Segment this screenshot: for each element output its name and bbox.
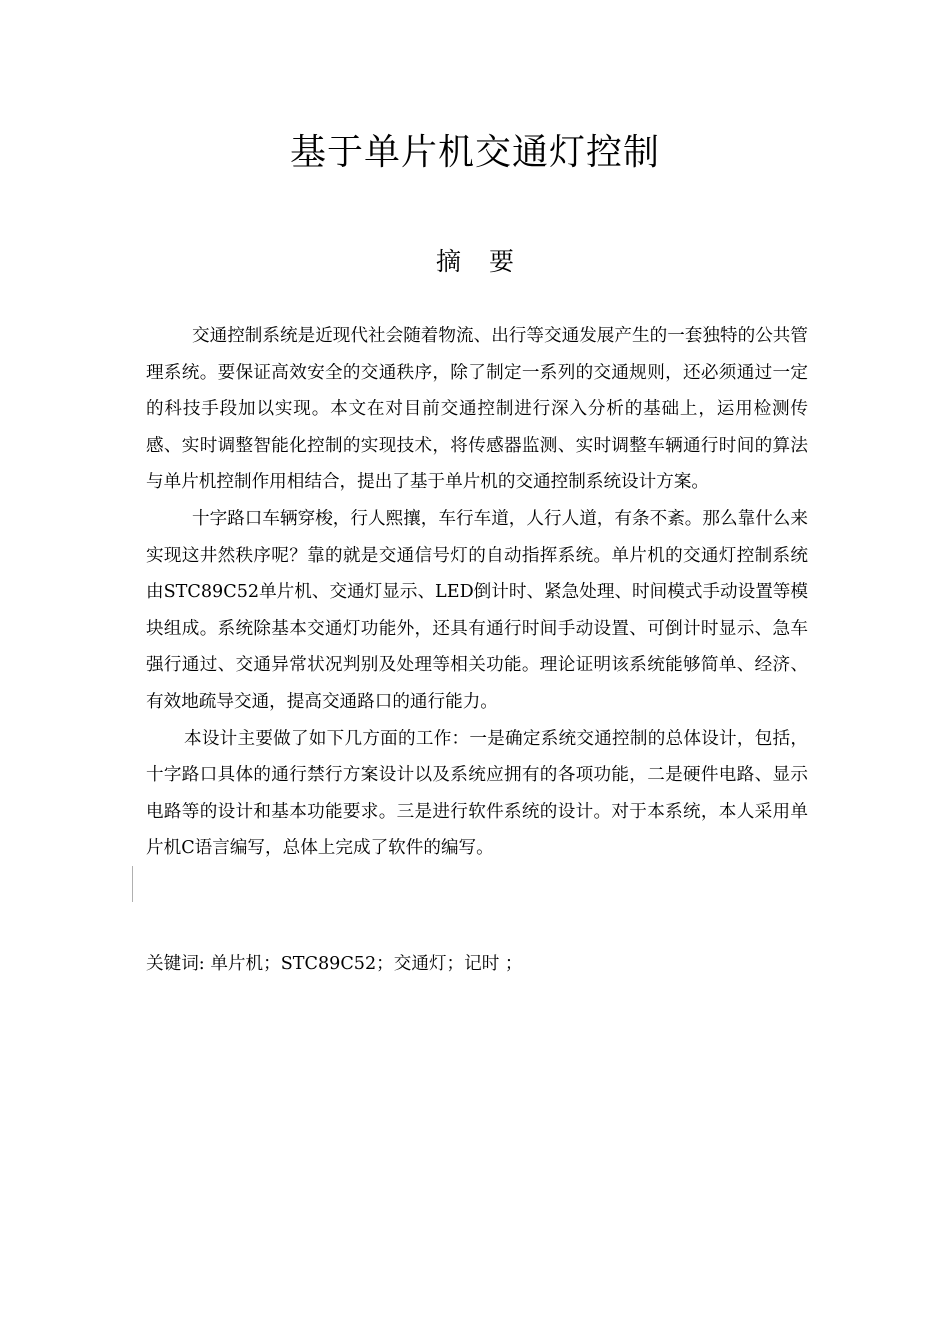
abstract-paragraph-2: 十字路口车辆穿梭，行人熙攘，车行车道，人行人道，有条不紊。那么靠什么来实现这井然秩序呢？靠的就是交通信号灯的自动指挥系统。单片机的交通灯控制系统由STC89C52单片机、交通灯显示、LED倒计时、紧急处理、时间模式手动设置等模块组成。系统除基本交通灯功能外，还具有通行时间手动设置、可倒计时显示、急车强行通过、交通异常状况判别及处理等相关功能。理论证明该系统能够简单、经济、有效地疏导交通，提高交通路口的通行能力。 <box>146 508 808 712</box>
abstract-paragraph-1: 交通控制系统是近现代社会随着物流、出行等交通发展产生的一套独特的公共管理系统。要保证高效安全的交通秩序，除了制定一系列的交通规则，还必须通过一定的科技手段加以实现。本文在对目前交通控制进行深入分析的基础上，运用检测传感、实时调整智能化控制的实现技术，将传感器监测、实时调整车辆通行时间的算法与单片机控制作用相结合，提出了基于单片机的交通控制系统设计方案。 <box>146 326 808 493</box>
keywords-value: : 单片机；STC89C52；交通灯；记时 ； <box>198 954 523 974</box>
text-cursor-mark <box>132 866 133 902</box>
abstract-heading-char-1: 摘 <box>435 247 461 276</box>
abstract-heading-char-2: 要 <box>489 247 515 276</box>
abstract-heading <box>0 244 950 280</box>
keywords-label: 关键词 <box>146 954 199 974</box>
document-title: 基于单片机交通灯控制 <box>289 132 660 173</box>
abstract-paragraph-3: 本设计主要做了如下几方面的工作：一是确定系统交通控制的总体设计，包括，十字路口具体的通行禁行方案设计以及系统应拥有的各项功能，二是硬件电路、显示电路等的设计和基本功能要求。三是进行软件系统的设计。对于本系统，本人采用单片机C语言编写，总体上完成了软件的编写。 <box>146 728 808 859</box>
keywords-line <box>146 950 808 978</box>
abstract-body <box>146 318 808 867</box>
